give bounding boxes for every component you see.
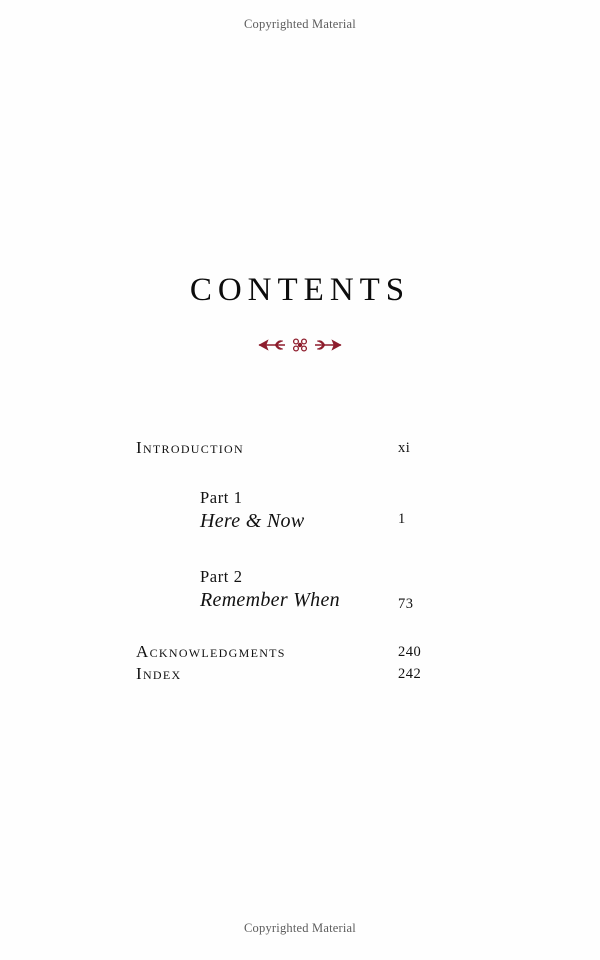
table-of-contents: [136, 438, 446, 686]
toc-page-acknowledgments: 240: [398, 644, 422, 660]
ornament-divider: [0, 330, 600, 364]
toc-entry-introduction[interactable]: [136, 438, 446, 460]
floral-divider-icon: [255, 330, 345, 360]
watermark-bottom: Copyrighted Material: [244, 921, 356, 935]
page-title-text: CONTENTS: [189, 272, 411, 308]
toc-entry-acknowledgments[interactable]: [136, 642, 446, 664]
toc-part-title-2: Remember When: [200, 589, 340, 611]
page-title: [0, 272, 600, 309]
toc-page-part-2: 73: [398, 596, 414, 612]
toc-page-part-1: 1: [398, 511, 406, 527]
toc-part-number-2: Part 2: [200, 567, 243, 586]
toc-entry-index[interactable]: [136, 664, 446, 686]
toc-page-introduction: xi: [398, 440, 411, 456]
toc-entry-part-1[interactable]: [200, 488, 446, 533]
toc-label-introduction: Introduction: [136, 438, 244, 457]
toc-label-index: Index: [136, 664, 182, 683]
watermark-top: Copyrighted Material: [244, 17, 356, 31]
toc-page-index: 242: [398, 666, 422, 682]
toc-part-number-1: Part 1: [200, 488, 243, 507]
toc-label-acknowledgments: Acknowledgments: [136, 642, 286, 661]
toc-part-title-1: Here & Now: [200, 510, 305, 532]
toc-entry-part-2[interactable]: [200, 567, 446, 612]
